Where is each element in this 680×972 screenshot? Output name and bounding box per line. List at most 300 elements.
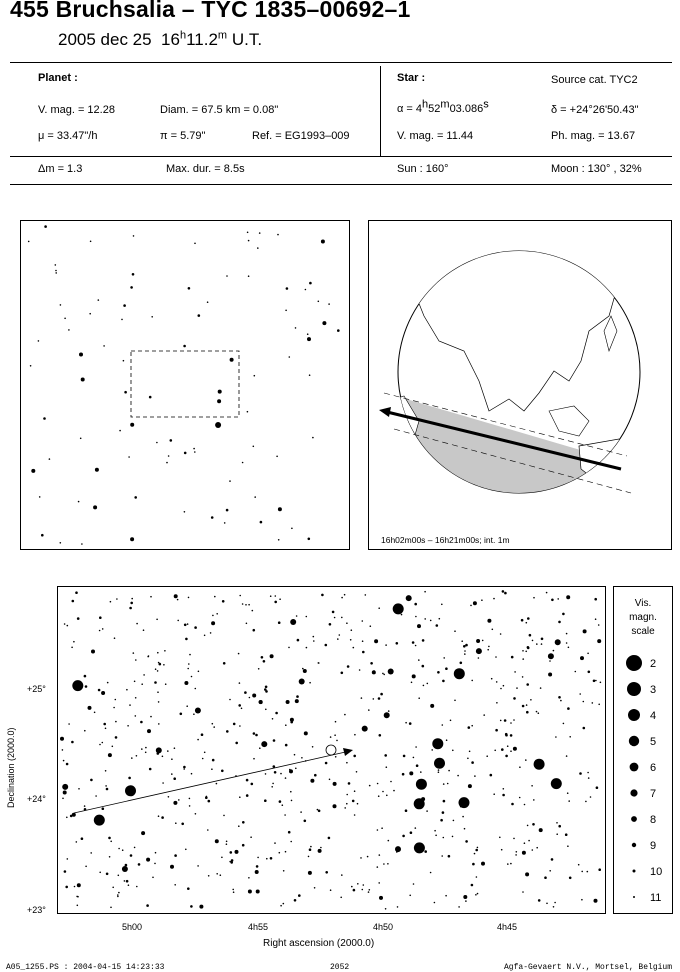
chart-star [335,756,337,758]
chart-star [235,850,239,854]
x-tick-4h50: 4h50 [373,922,394,932]
chart-star [450,720,452,722]
chart-star [521,619,524,622]
chart-star [67,625,69,627]
chart-star [441,855,443,857]
chart-star [424,591,426,593]
chart-star [63,760,65,762]
finder-star [247,232,249,234]
chart-star [432,738,443,749]
chart-star [515,854,517,856]
chart-star [503,788,505,790]
chart-star [60,737,64,741]
chart-star [388,669,394,675]
finder-star [123,304,126,307]
star-chart [58,587,605,913]
chart-star [313,636,315,638]
chart-star [435,835,437,837]
chart-star [445,667,448,670]
chart-star [310,846,312,848]
chart-star [588,777,590,779]
chart-star [99,630,101,632]
chart-star [522,705,525,708]
chart-star [68,723,70,725]
chart-star [421,797,425,801]
chart-star [332,611,335,614]
chart-star [452,750,454,752]
scale-dot [630,789,637,796]
chart-star [271,786,273,788]
chart-star [483,714,485,716]
scale-dot [633,870,636,873]
chart-star [415,616,417,618]
scale-magnitude-label: 11 [650,892,662,904]
ra-second-unit: s [483,98,489,111]
chart-star [173,777,176,780]
chart-star [223,662,226,665]
finder-star [229,480,231,482]
chart-star [496,681,498,683]
chart-star [115,721,117,723]
chart-star [597,639,601,643]
chart-star [213,726,215,728]
chart-star [110,601,112,603]
chart-star [347,665,350,668]
chart-star [238,704,241,707]
chart-star [494,750,496,752]
chart-star [539,828,543,832]
scale-magnitude-label: 9 [650,840,657,852]
chart-star [344,594,346,596]
chart-star [493,598,495,600]
finder-star [81,543,83,545]
chart-star [285,744,288,747]
chart-star [526,704,528,706]
chart-star [90,852,92,854]
chart-star [208,875,210,877]
chart-star [356,771,358,773]
chart-star [64,870,67,873]
magnitude-scale-dots [614,587,672,913]
chart-star [503,685,505,687]
chart-star [374,672,376,674]
chart-star [393,790,395,792]
chart-star [102,742,104,744]
chart-star [189,654,191,656]
chart-star [370,662,373,665]
chart-star [72,600,75,603]
chart-star [107,682,109,684]
finder-star [215,422,221,428]
chart-star [440,819,443,822]
chart-star [118,875,120,877]
globe-panel [368,220,672,550]
chart-star [384,754,387,757]
scale-magnitude-label: 2 [650,658,657,670]
chart-star [216,783,218,785]
chart-star [427,683,429,685]
chart-star [540,687,542,689]
chart-star [279,598,281,600]
finder-star [103,345,105,347]
chart-star [457,775,459,777]
chart-star [108,753,112,757]
finder-star [55,272,57,274]
chart-star [566,595,570,599]
chart-star [548,653,554,659]
chart-star [387,863,389,865]
chart-star [379,854,381,856]
chart-star [296,695,299,698]
chart-star [443,800,446,803]
chart-star [279,800,282,803]
chart-star [406,595,412,601]
chart-star [463,645,466,648]
chart-star [289,769,291,771]
planet-heading: Planet : [38,72,78,84]
finder-star [170,439,173,442]
chart-star [290,619,296,625]
chart-star [346,762,348,764]
finder-star [248,240,250,242]
chart-star [221,857,223,859]
chart-star [259,747,261,749]
chart-star [567,792,569,794]
chart-star [312,746,314,748]
chart-star [567,707,570,710]
chart-star [410,831,413,834]
chart-star [74,886,76,888]
finder-star [55,264,57,266]
chart-star [295,699,299,703]
star-chart-panel [57,586,606,914]
scale-title-line: magn. [629,612,657,623]
finder-star [226,509,229,512]
finder-star [289,356,291,358]
finder-star [98,299,100,301]
scale-dot [633,896,635,898]
chart-star [138,863,141,866]
finder-star [134,496,137,499]
chart-star [150,596,152,598]
chart-star [340,897,342,899]
chart-star [412,674,416,678]
track-arrowhead [343,748,353,756]
chart-star [594,899,598,903]
finder-star [307,333,309,335]
chart-star [522,676,524,678]
chart-star [233,723,236,726]
chart-star [469,751,471,753]
chart-star [325,644,328,647]
chart-star [103,723,106,726]
chart-star [178,799,180,801]
star-declination: δ = +24°26'50.43" [551,104,639,116]
chart-star [197,865,199,867]
chart-star [360,857,362,859]
chart-star [461,640,463,642]
chart-star [333,782,337,786]
finder-star [39,496,41,498]
chart-star [465,840,468,843]
chart-star [270,595,272,597]
chart-star [255,870,259,874]
chart-star [154,681,157,684]
chart-star [471,680,473,682]
header-bottom-rule [10,184,672,185]
chart-star [112,887,114,889]
chart-star [464,653,466,655]
chart-star [587,772,589,774]
chart-star [318,849,322,853]
chart-star [532,849,534,851]
chart-star [553,650,555,652]
chart-star [558,621,561,624]
chart-star [434,902,436,904]
chart-star [378,882,380,884]
max-duration: Max. dur. = 8.5s [166,163,245,175]
chart-star [223,815,225,817]
finder-star [64,318,66,320]
finder-star [254,375,256,377]
finder-star [168,455,170,457]
chart-star [477,847,479,849]
chart-star [134,847,136,849]
chart-star [278,621,281,624]
chart-star [163,664,165,666]
chart-star [156,619,158,621]
finder-star [291,528,293,530]
chart-star [527,646,530,649]
chart-star [76,841,78,843]
chart-star [510,863,512,865]
chart-star [314,774,317,777]
finder-star [124,391,127,394]
chart-star [313,640,315,642]
chart-star [581,899,583,901]
chart-star [84,730,86,732]
chart-star [65,886,68,889]
chart-star [238,825,240,827]
chart-star [128,777,131,780]
chart-star [460,662,463,665]
chart-star [491,678,493,680]
chart-star [314,887,316,889]
finder-star [286,287,289,290]
finder-star [198,314,201,317]
chart-star [329,623,332,626]
chart-star [125,785,136,796]
chart-star [403,755,406,758]
finder-star [247,411,249,413]
chart-star [256,890,260,894]
chart-star [472,863,475,866]
chart-star [265,709,267,711]
chart-star [598,704,600,706]
finder-star [276,456,278,458]
chart-star [309,682,311,684]
chart-star [541,638,544,641]
y-tick-23: +23° [27,905,46,915]
chart-star [546,592,548,594]
chart-star [212,615,214,617]
finder-star [38,340,40,342]
chart-star [405,722,407,724]
chart-star [309,848,312,851]
chart-star [258,668,260,670]
chart-star [519,766,521,768]
chart-star [129,607,132,610]
chart-star [361,697,363,699]
chart-star [373,698,375,700]
chart-star [413,883,415,885]
chart-star [131,757,133,759]
finder-star [80,438,82,440]
y-tick-24: +24° [27,794,46,804]
chart-star [453,820,455,822]
chart-star [102,807,105,810]
chart-star [229,699,231,701]
chart-star [145,747,147,749]
chart-star [383,863,385,865]
chart-star [563,723,565,725]
chart-star [105,770,107,772]
chart-star [272,783,274,785]
chart-star [99,744,101,746]
chart-star [496,702,498,704]
chart-star [102,628,104,630]
chart-star [448,770,450,772]
chart-star [528,840,530,842]
chart-star [233,891,235,893]
magnitude-drop: Δm = 1.3 [38,163,83,175]
finder-star [89,313,91,315]
planet-vmag: V. mag. = 12.28 [38,104,115,116]
chart-star [471,725,473,727]
finder-star [193,448,195,450]
chart-star [434,758,445,769]
chart-star [409,895,411,897]
finder-star [318,301,320,303]
chart-star [303,669,307,673]
chart-star [487,649,489,651]
moon-elongation: Moon : 130° , 32% [551,163,642,175]
chart-star [374,639,378,643]
finder-star [55,270,57,272]
chart-star [341,874,343,876]
chart-star [580,656,584,660]
chart-star [239,725,241,727]
chart-star [430,872,432,874]
chart-star [367,856,369,858]
chart-star [383,674,385,676]
chart-star [500,720,502,722]
chart-star [84,805,86,807]
chart-star [304,820,307,823]
finder-star [60,542,62,544]
chart-star [464,650,466,652]
scale-dot [626,655,642,671]
chart-star [141,831,145,835]
chart-star [221,770,224,773]
finder-star [93,505,97,509]
chart-star [147,656,149,658]
chart-star [395,846,401,852]
scale-magnitude-label: 7 [650,788,657,800]
chart-star [143,674,145,676]
finder-star [211,516,214,519]
chart-star [452,836,454,838]
event-minute: 11.2 [186,30,218,49]
chart-star [415,746,417,748]
chart-star [334,617,336,619]
chart-star [101,816,103,818]
chart-star [191,676,193,678]
chart-star [424,850,427,853]
chart-star [126,689,128,691]
chart-star [245,604,247,606]
chart-star [206,796,208,798]
chart-star [90,779,93,782]
chart-star [516,851,518,853]
chart-star [85,866,87,868]
chart-star [88,706,92,710]
chart-star [283,870,285,872]
scale-dot [632,843,636,847]
chart-star [541,643,543,645]
chart-star [354,814,356,816]
chart-star [475,849,478,852]
ra-minute-unit: m [440,98,450,111]
scale-magnitude-label: 3 [650,684,657,696]
chart-star [274,601,277,604]
finder-star [285,310,287,312]
chart-star [126,880,129,883]
chart-star [78,788,80,790]
chart-star [388,710,390,712]
chart-star [230,861,233,864]
chart-star [280,905,282,907]
chart-star [230,851,233,854]
chart-star [588,671,591,674]
chart-star [379,896,383,900]
chart-star [300,811,302,813]
chart-star [128,884,130,886]
chart-star [135,697,137,699]
ra-prefix: α = 4 [397,103,423,115]
chart-star [423,685,425,687]
chart-star [386,795,388,797]
chart-star [251,783,254,786]
chart-star [510,734,513,737]
chart-star [328,837,331,840]
finder-star [60,304,62,306]
star-source-catalog: Source cat. TYC2 [551,74,638,86]
path-direction-arrow [379,407,391,417]
chart-star [157,670,159,672]
finder-star [248,275,250,277]
chart-star [544,876,547,879]
chart-star [487,619,491,623]
x-axis-label: Right ascension (2000.0) [263,938,375,949]
chart-star [476,639,480,643]
chart-star [436,624,439,627]
chart-star [409,722,412,725]
chart-star [382,673,384,675]
chart-star [177,620,179,622]
footer-file-info: A05_1255.PS : 2004-04-15 14:23:33 [6,963,165,972]
chart-star [306,733,308,735]
